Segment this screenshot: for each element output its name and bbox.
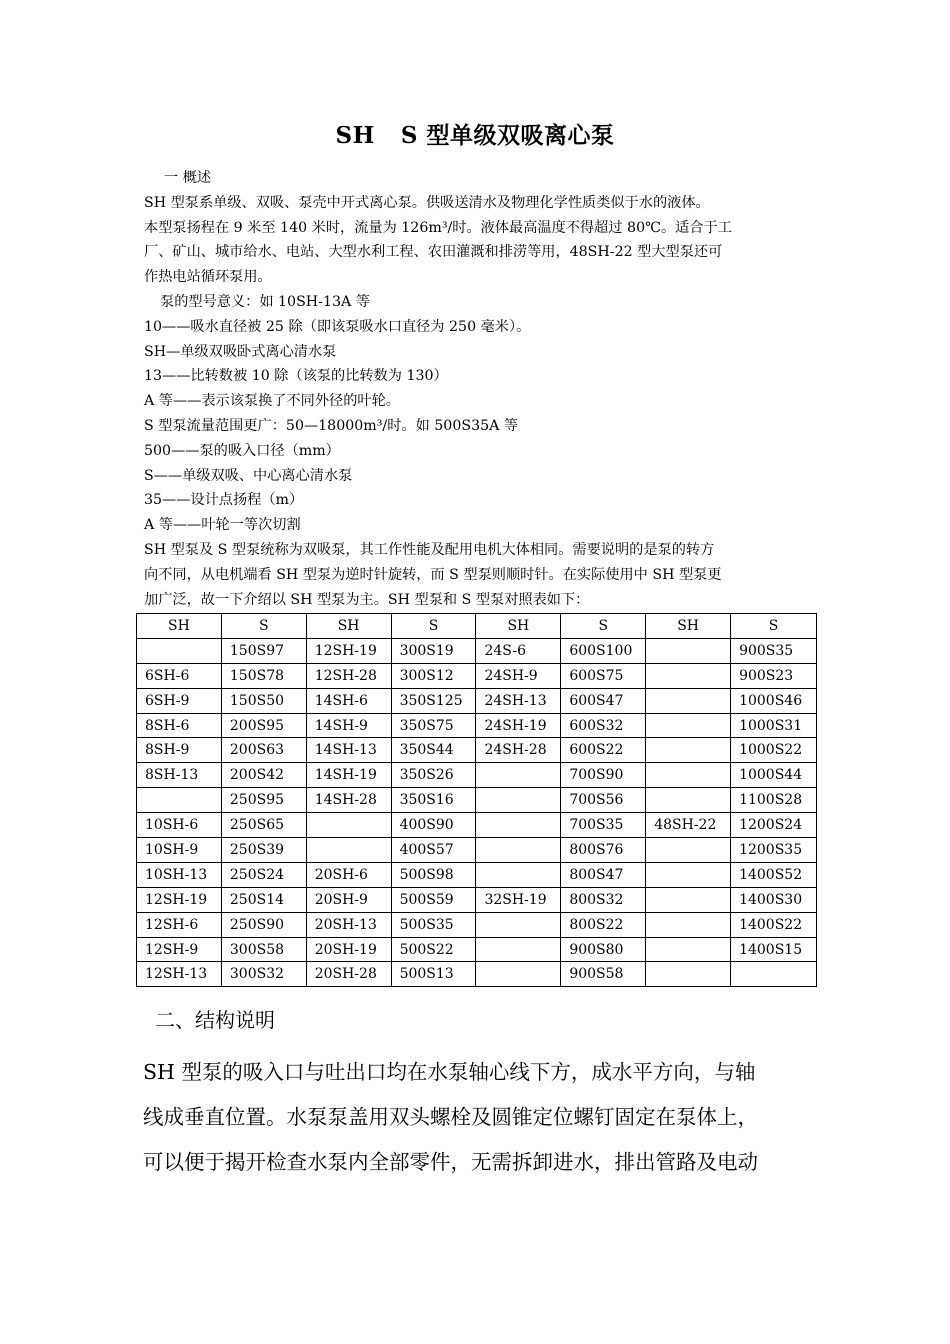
table-row: [137, 962, 817, 987]
model-line-2: SH—单级双吸卧式离心清水泵: [144, 343, 337, 360]
table-header-cell: S: [561, 614, 646, 639]
table-header-cell: S: [731, 614, 817, 639]
section2-heading: 二、结构说明: [155, 1008, 275, 1032]
structure-section: [143, 1050, 808, 1185]
closing-line-3: 加广泛，故一下介绍以 SH 型泵为主。SH 型泵和 S 型泵对照表如下：: [144, 591, 590, 608]
table-cell: 14SH-6: [306, 688, 391, 713]
table-cell: 12SH-28: [306, 663, 391, 688]
table-cell: 1000S46: [731, 688, 817, 713]
table-cell: 600S75: [561, 663, 646, 688]
table-cell: 12SH-19: [306, 638, 391, 663]
table-cell: 600S32: [561, 713, 646, 738]
section1-heading: 一 概述: [164, 170, 212, 186]
table-cell: 1400S52: [731, 862, 817, 887]
table-cell: 12SH-13: [137, 962, 222, 987]
table-cell: 1000S22: [731, 738, 817, 763]
table-cell: 900S23: [731, 663, 817, 688]
table-cell: [476, 937, 561, 962]
table-cell: 350S125: [391, 688, 476, 713]
table-cell: 8SH-6: [137, 713, 222, 738]
table-header-cell: SH: [646, 614, 731, 639]
table-header-cell: S: [391, 614, 476, 639]
table-cell: 350S26: [391, 763, 476, 788]
table-cell: 12SH-19: [137, 887, 222, 912]
table-row: [137, 713, 817, 738]
table-cell: 500S13: [391, 962, 476, 987]
table-cell: 800S76: [561, 838, 646, 863]
table-cell: 20SH-28: [306, 962, 391, 987]
table-cell: 12SH-6: [137, 912, 222, 937]
table-row: [137, 663, 817, 688]
table-cell: 20SH-13: [306, 912, 391, 937]
table-header-row: [137, 614, 817, 639]
table-cell: 14SH-9: [306, 713, 391, 738]
table-cell: 350S16: [391, 788, 476, 813]
title-part-sh: SH: [335, 122, 375, 149]
table-cell: 300S12: [391, 663, 476, 688]
overview-line-1: SH 型泵系单级、双吸、泵壳中开式离心泵。供吸送清水及物理化学性质类似于水的液体。: [144, 194, 710, 211]
table-row: [137, 912, 817, 937]
table-cell: [476, 813, 561, 838]
table-cell: 900S35: [731, 638, 817, 663]
table-cell: [476, 763, 561, 788]
table-cell: 24SH-28: [476, 738, 561, 763]
overview-line-3: 厂、矿山、城市给水、电站、大型水利工程、农田灌溉和排涝等用，48SH-22 型大型泵还可: [144, 244, 723, 261]
table-cell: 200S95: [221, 713, 306, 738]
table-header-cell: SH: [476, 614, 561, 639]
table-cell: 800S47: [561, 862, 646, 887]
table-cell: 10SH-9: [137, 838, 222, 863]
table-cell: [646, 887, 731, 912]
overview-line-4: 作热电站循环泵用。: [144, 269, 272, 286]
table-row: [137, 937, 817, 962]
table-cell: 150S97: [221, 638, 306, 663]
table-cell: 500S22: [391, 937, 476, 962]
table-cell: [646, 738, 731, 763]
table-row: [137, 638, 817, 663]
table-row: [137, 838, 817, 863]
table-cell: 800S22: [561, 912, 646, 937]
table-cell: 10SH-13: [137, 862, 222, 887]
model-line-3: 13——比转数被 10 除（该泵的比转数为 130）: [144, 368, 448, 385]
model-line-4: A 等——表示该泵换了不同外径的叶轮。: [144, 393, 400, 410]
table-cell: 700S90: [561, 763, 646, 788]
table-cell: 250S90: [221, 912, 306, 937]
model-line-9: A 等——叶轮一等次切割: [144, 517, 301, 534]
table-cell: 300S19: [391, 638, 476, 663]
table-cell: 6SH-9: [137, 688, 222, 713]
closing-line-1: SH 型泵及 S 型泵统称为双吸泵，其工作性能及配用电机大体相同。需要说明的是泵的转方: [144, 541, 715, 558]
table-cell: 600S100: [561, 638, 646, 663]
table-cell: 1200S35: [731, 838, 817, 863]
table-cell: 1000S44: [731, 763, 817, 788]
table-cell: 900S80: [561, 937, 646, 962]
page-title: [0, 117, 950, 150]
table-cell: 400S57: [391, 838, 476, 863]
table-cell: 700S35: [561, 813, 646, 838]
table-cell: 250S14: [221, 887, 306, 912]
table-cell: 250S24: [221, 862, 306, 887]
sh-s-comparison-table: [136, 613, 817, 987]
title-part-s: S 型单级双吸离心泵: [400, 122, 615, 149]
table-cell: 1400S15: [731, 937, 817, 962]
table-cell: 250S39: [221, 838, 306, 863]
table-cell: [731, 962, 817, 987]
table-cell: [646, 713, 731, 738]
table-row: [137, 738, 817, 763]
table-cell: 250S65: [221, 813, 306, 838]
table-cell: [476, 862, 561, 887]
table-row: [137, 862, 817, 887]
table-cell: [476, 788, 561, 813]
table-cell: 350S75: [391, 713, 476, 738]
table-header-cell: SH: [137, 614, 222, 639]
table-cell: 150S50: [221, 688, 306, 713]
model-line-7: S——单级双吸、中心离心清水泵: [144, 467, 353, 484]
table-cell: 1400S30: [731, 887, 817, 912]
table-row: [137, 688, 817, 713]
table-cell: 600S22: [561, 738, 646, 763]
table-cell: [646, 638, 731, 663]
table-cell: 350S44: [391, 738, 476, 763]
table-cell: 1000S31: [731, 713, 817, 738]
table-cell: [646, 688, 731, 713]
table-cell: 1100S28: [731, 788, 817, 813]
overview-line-2: 本型泵扬程在 9 米至 140 米时，流量为 126m³/时。液体最高温度不得超过 80℃。适合于工: [144, 219, 732, 236]
table-cell: [646, 838, 731, 863]
structure-line-1: SH 型泵的吸入口与吐出口均在水泵轴心线下方，成水平方向，与轴: [143, 1060, 756, 1084]
structure-line-3: 可以便于揭开检查水泵内全部零件，无需拆卸进水，排出管路及电动: [143, 1150, 758, 1174]
table-cell: [646, 912, 731, 937]
model-line-5: S 型泵流量范围更广：50—18000m³/时。如 500S35A 等: [144, 417, 519, 434]
table-cell: 250S95: [221, 788, 306, 813]
table-cell: [646, 937, 731, 962]
model-line-1: 10——吸水直径被 25 除（即该泵吸水口直径为 250 毫米）。: [144, 318, 531, 335]
model-line-6: 500——泵的吸入口径（mm）: [144, 442, 340, 459]
table-cell: 1200S24: [731, 813, 817, 838]
table-cell: 500S98: [391, 862, 476, 887]
table-row: [137, 887, 817, 912]
overview-section: [144, 166, 814, 612]
table-cell: 150S78: [221, 663, 306, 688]
table-cell: 10SH-6: [137, 813, 222, 838]
table-cell: 20SH-19: [306, 937, 391, 962]
table-cell: 24SH-9: [476, 663, 561, 688]
table-cell: 400S90: [391, 813, 476, 838]
table-cell: [306, 838, 391, 863]
closing-line-2: 向不同，从电机端看 SH 型泵为逆时针旋转，而 S 型泵则顺时针。在实际使用中 SH 型泵更: [144, 566, 722, 583]
table-cell: 24SH-19: [476, 713, 561, 738]
table-cell: 20SH-6: [306, 862, 391, 887]
table-cell: 300S58: [221, 937, 306, 962]
table-row: [137, 813, 817, 838]
table-cell: [646, 862, 731, 887]
table-cell: 48SH-22: [646, 813, 731, 838]
table-cell: [137, 638, 222, 663]
table-cell: [476, 838, 561, 863]
table-cell: 200S42: [221, 763, 306, 788]
table-cell: [476, 912, 561, 937]
model-line-8: 35——设计点扬程（m）: [144, 492, 304, 509]
table-cell: 700S56: [561, 788, 646, 813]
table-cell: 32SH-19: [476, 887, 561, 912]
table-cell: [646, 763, 731, 788]
table-cell: 14SH-19: [306, 763, 391, 788]
table-cell: 6SH-6: [137, 663, 222, 688]
table-cell: 300S32: [221, 962, 306, 987]
table-cell: 600S47: [561, 688, 646, 713]
table-cell: 8SH-9: [137, 738, 222, 763]
table-cell: 24SH-13: [476, 688, 561, 713]
table-cell: 12SH-9: [137, 937, 222, 962]
table-cell: [646, 663, 731, 688]
table-cell: 900S58: [561, 962, 646, 987]
table-cell: 24S-6: [476, 638, 561, 663]
table-cell: 20SH-9: [306, 887, 391, 912]
structure-line-2: 线成垂直位置。水泵泵盖用双头螺栓及圆锥定位螺钉固定在泵体上，: [143, 1105, 758, 1129]
model-intro: 泵的型号意义：如 10SH-13A 等: [160, 293, 370, 310]
table-cell: 8SH-13: [137, 763, 222, 788]
table-cell: 14SH-28: [306, 788, 391, 813]
table-header-cell: SH: [306, 614, 391, 639]
table-cell: 500S35: [391, 912, 476, 937]
table-cell: 500S59: [391, 887, 476, 912]
table-cell: [646, 962, 731, 987]
table-cell: 800S32: [561, 887, 646, 912]
table-row: [137, 763, 817, 788]
table-cell: 200S63: [221, 738, 306, 763]
table-cell: [646, 788, 731, 813]
table-row: [137, 788, 817, 813]
table-cell: [137, 788, 222, 813]
table-cell: 1400S22: [731, 912, 817, 937]
table-cell: 14SH-13: [306, 738, 391, 763]
table-header-cell: S: [221, 614, 306, 639]
table-cell: [306, 813, 391, 838]
table-cell: [476, 962, 561, 987]
